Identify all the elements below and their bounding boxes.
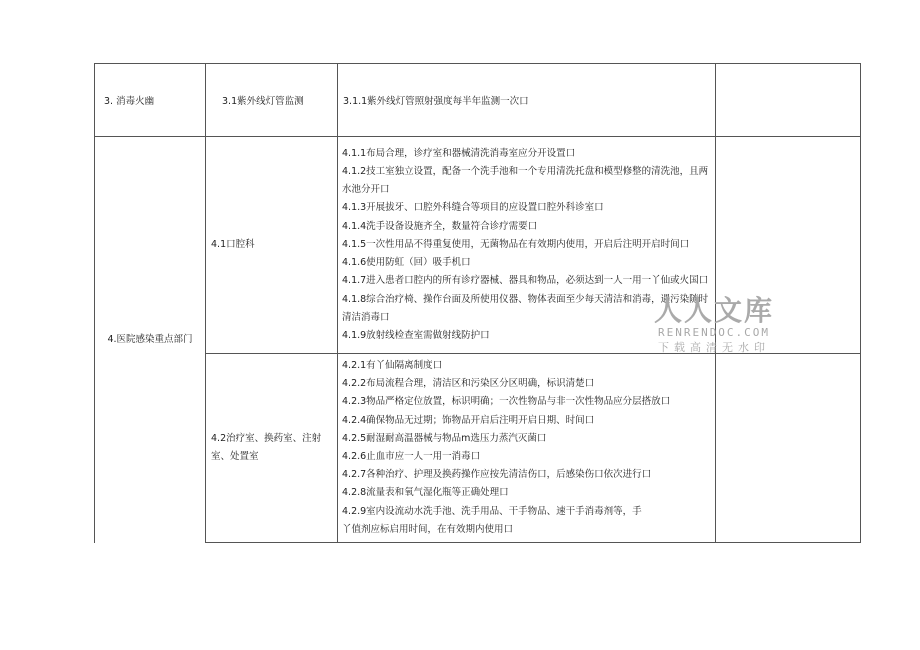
criteria-cell xyxy=(338,64,716,137)
list-item: 4.2.3物品严格定位放置，标识明确；一次性物品与非一次性物品应分层搭放口 xyxy=(342,396,671,408)
remarks-cell xyxy=(716,354,861,543)
list-item: 4.2.7各种治疗、护理及换药操作应按先清洁伤口，后感染伤口依次进行口 xyxy=(342,469,652,481)
subcategory-label: 4.2治疗室、换药室、注射室、处置室 xyxy=(211,433,322,463)
subcategory-cell xyxy=(206,137,338,354)
list-item: 4.1.5一次性用品不得重复使用，无菌物品在有效期内使用，开启后注明开启时间口 xyxy=(342,238,690,250)
remarks-cell xyxy=(716,137,861,354)
subcategory-cell xyxy=(206,354,338,543)
inspection-table xyxy=(94,63,861,543)
list-item: 4.2.9室内设流动水洗手池、洗手用品、干手物品、速干手消毒剂等，手 xyxy=(342,505,642,517)
watermark-subtitle: 下载高清无水印 xyxy=(658,341,770,354)
criteria-cell xyxy=(338,354,716,543)
watermark-logo-text: 人人文库 xyxy=(654,294,775,327)
list-item: 4.1.2技工室独立设置，配备一个洗手池和一个专用清洗托盘和模型修整的清洗池，且两水池分开口 xyxy=(342,166,709,196)
category-cell xyxy=(95,64,206,137)
criteria-text: 3.1.1紫外线灯管照射强度每半年监测一次口 xyxy=(343,96,529,107)
category-label: 4.医院感染重点部门 xyxy=(107,333,193,345)
criteria-list xyxy=(338,142,715,348)
remarks-cell xyxy=(716,64,861,137)
criteria-list xyxy=(338,354,715,542)
list-item: 丫值剂应标启用时间，在有效期内使用口 xyxy=(342,523,514,535)
subcategory-cell xyxy=(206,64,338,137)
table-row xyxy=(95,64,861,137)
list-item: 4.1.8综合治疗椅、操作台面及所使用仪器、物体表面至少每天清洁和消毒，遇污染随时清洁消毒口 xyxy=(342,293,709,323)
subcategory-label: 3.1紫外线灯管监测 xyxy=(222,96,304,107)
list-item: 4.2.5耐湿耐高温器械与物品m选压力蒸汽灭菌口 xyxy=(342,432,547,444)
list-item: 4.2.6止血市应一人一用一消毒口 xyxy=(342,451,481,463)
table-row xyxy=(95,137,861,354)
subcategory-label: 4.1口腔科 xyxy=(211,239,255,250)
list-item: 4.1.1布局合理，诊疗室和器械清洗消毒室应分开设置口 xyxy=(342,147,576,159)
list-item: 4.1.6使用防虹（回）吸手机口 xyxy=(342,257,471,269)
list-item: 4.2.1有丫仙隔离制度口 xyxy=(342,360,443,371)
list-item: 4.2.2布局流程合理，清洁区和污染区分区明确，标识清楚口 xyxy=(342,378,595,390)
category-label: 3. 消毒火幽 xyxy=(104,96,155,107)
list-item: 4.2.4确保物品无过期；饰物品开启后注明开启日期、时间口 xyxy=(342,414,595,426)
table-row xyxy=(95,354,861,543)
list-item: 4.1.4洗手设备设施齐全，数量符合诊疗需要口 xyxy=(342,220,538,232)
criteria-cell xyxy=(338,137,716,354)
list-item: 4.1.3开展拔牙、口腔外科缝合等项目的应设置口腔外科诊室口 xyxy=(342,202,604,214)
list-item: 4.1.7进入患者口腔内的所有诊疗器械、器具和物品，必须达到一人一用一丫仙或火国口 xyxy=(342,275,709,287)
list-item: 4.2.8流量表和氧气湿化瓶等正确处理口 xyxy=(342,487,509,499)
watermark-url: RENRENDOC.COM xyxy=(657,326,771,339)
category-cell xyxy=(95,137,206,543)
list-item: 4.1.9放射线检查室需做射线防护口 xyxy=(342,329,490,341)
